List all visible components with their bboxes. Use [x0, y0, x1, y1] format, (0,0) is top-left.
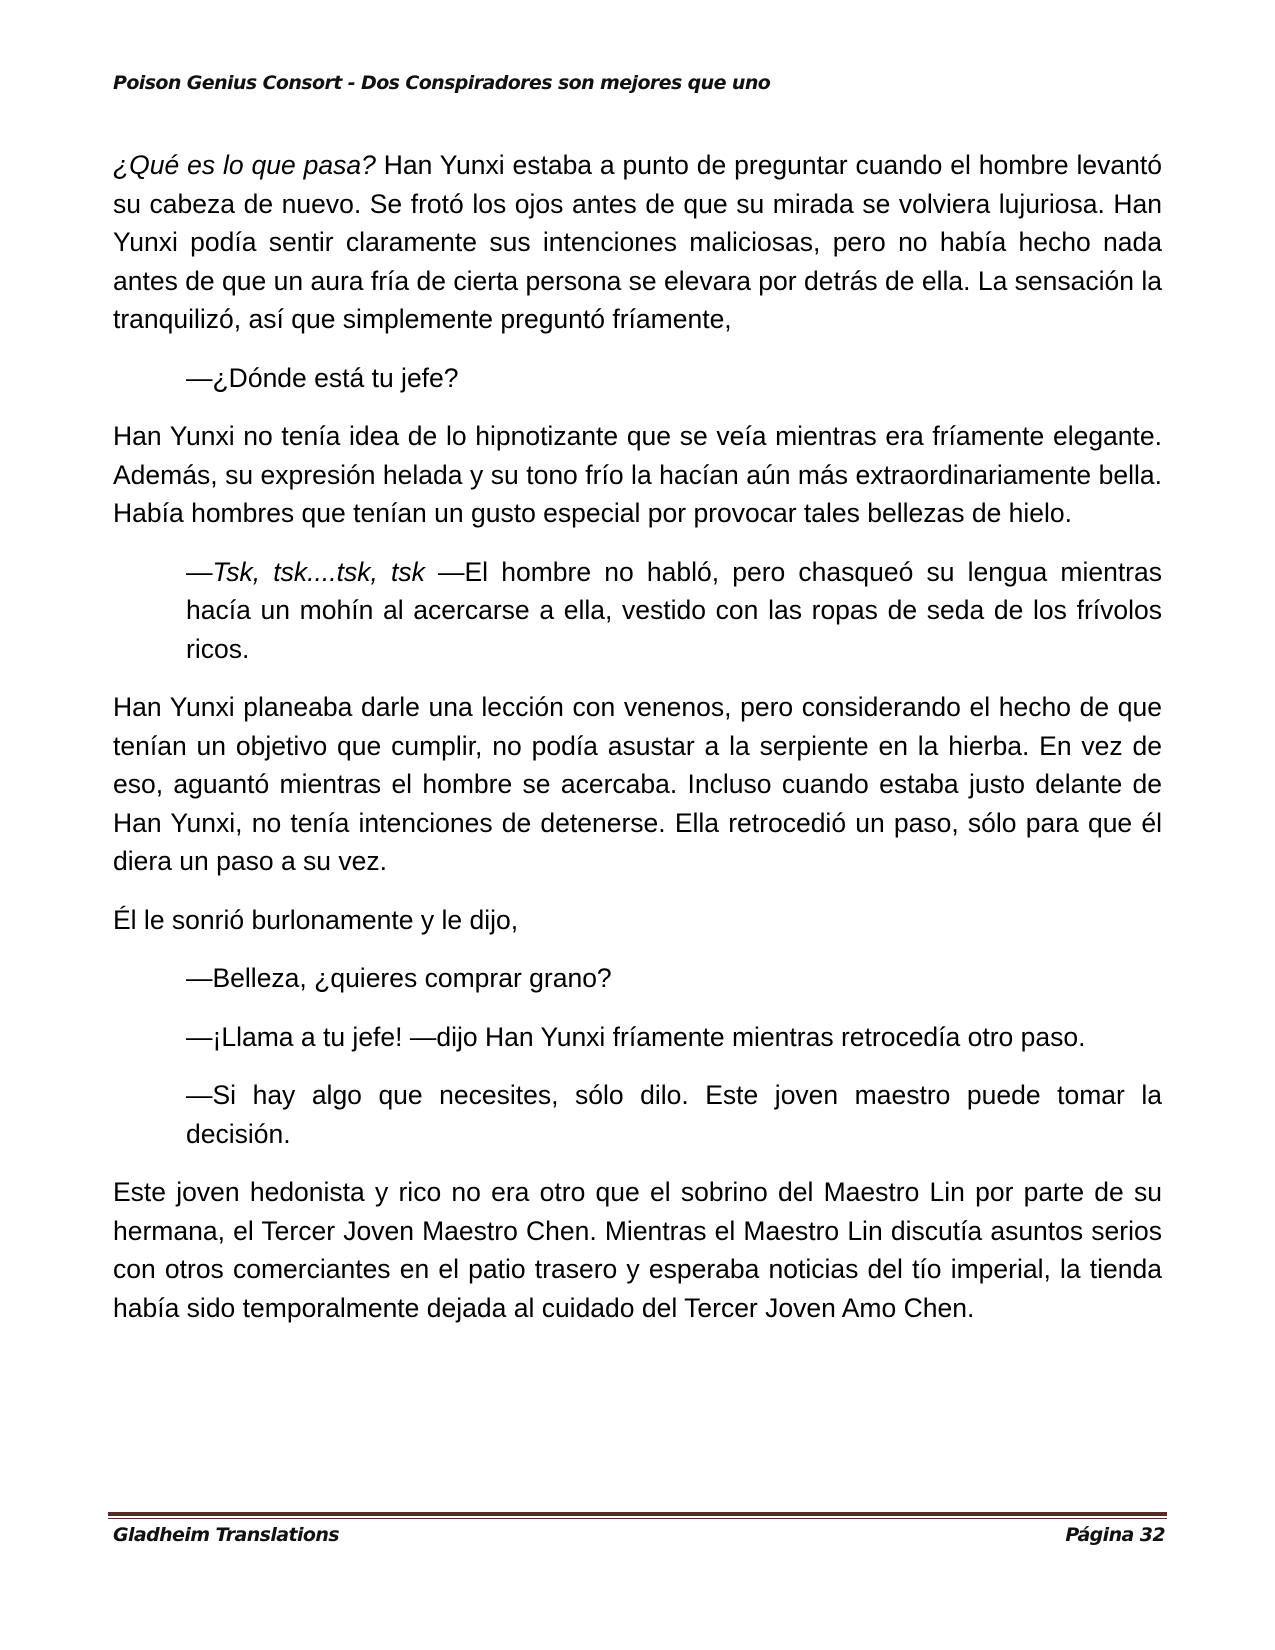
dialogue-dash: — — [186, 556, 213, 587]
dialogue-line-4: —¡Llama a tu jefe! —dijo Han Yunxi fríamente mientras retrocedía otro paso. — [186, 1021, 1086, 1052]
paragraph-text: Han Yunxi estaba a punto de preguntar cuando el hombre levantó su cabeza de nuevo. Se frotó los ojos antes de que su mirada se volviera lujuriosa. Han Yunxi podía sentir claramente sus intenciones maliciosas, pero no había hecho nada antes de que un aura fría de cierta persona se elevara por detrás de ella. La sensación la tranquilizó, así que simplemente preguntó fríamente, — [113, 150, 1162, 334]
dialogue-line-2 — [186, 553, 1162, 669]
paragraph-text: —El hombre no habló, pero chasqueó su lengua mientras hacía un mohín al acercarse a ella, vestido con las ropas de seda de los frívolos ricos. — [186, 556, 1162, 664]
page-body — [113, 146, 1162, 1327]
paragraph-10: Este joven hedonista y rico no era otro que el sobrino del Maestro Lin por parte de su hermana, el Tercer Joven Maestro Chen. Mientras el Maestro Lin discutía asuntos serios con otros comerciantes en el patio trasero y esperaba noticias del tío imperial, la tienda había sido temporalmente dejada al cuidado del Tercer Joven Amo Chen. — [113, 1177, 1162, 1323]
dialogue-line-3: —Belleza, ¿quieres comprar grano? — [186, 963, 612, 993]
dialogue-line-5: —Si hay algo que necesites, sólo dilo. Este joven maestro puede tomar la decisión. — [186, 1080, 1162, 1149]
page-header: Poison Genius Consort - Dos Conspiradores son mejores que uno — [113, 72, 771, 94]
footer-rule-thick — [108, 1512, 1167, 1516]
footer-rule-thin — [108, 1518, 1167, 1519]
footer-credit: Gladheim Translations — [113, 1524, 339, 1546]
paragraph-5: Han Yunxi planeaba darle una lección con venenos, pero considerando el hecho de que tenían un objetivo que cumplir, no podía asustar a la serpiente en la hierba. En vez de eso, aguantó mientras el hombre se acercaba. Incluso cuando estaba justo delante de Han Yunxi, no tenía intenciones de detenerse. Ella retrocedió un paso, sólo para que él diera un paso a su vez. — [113, 692, 1162, 876]
italic-thought: ¿Qué es lo que pasa? — [113, 150, 376, 180]
paragraph-1 — [113, 146, 1162, 339]
paragraph-3: Han Yunxi no tenía idea de lo hipnotizante que se veía mientras era fríamente elegante. Además, su expresión helada y su tono frío la hacían aún más extraordinariamente bella. Había hombres que tenían un gusto especial por provocar tales bellezas de hielo. — [113, 421, 1162, 528]
paragraph-6: Él le sonrió burlonamente y le dijo, — [113, 904, 519, 935]
dialogue-line-1: —¿Dónde está tu jefe? — [186, 362, 459, 393]
page-number: Página 32 — [1065, 1524, 1165, 1546]
italic-sound: Tsk, tsk....tsk, tsk — [212, 556, 425, 587]
